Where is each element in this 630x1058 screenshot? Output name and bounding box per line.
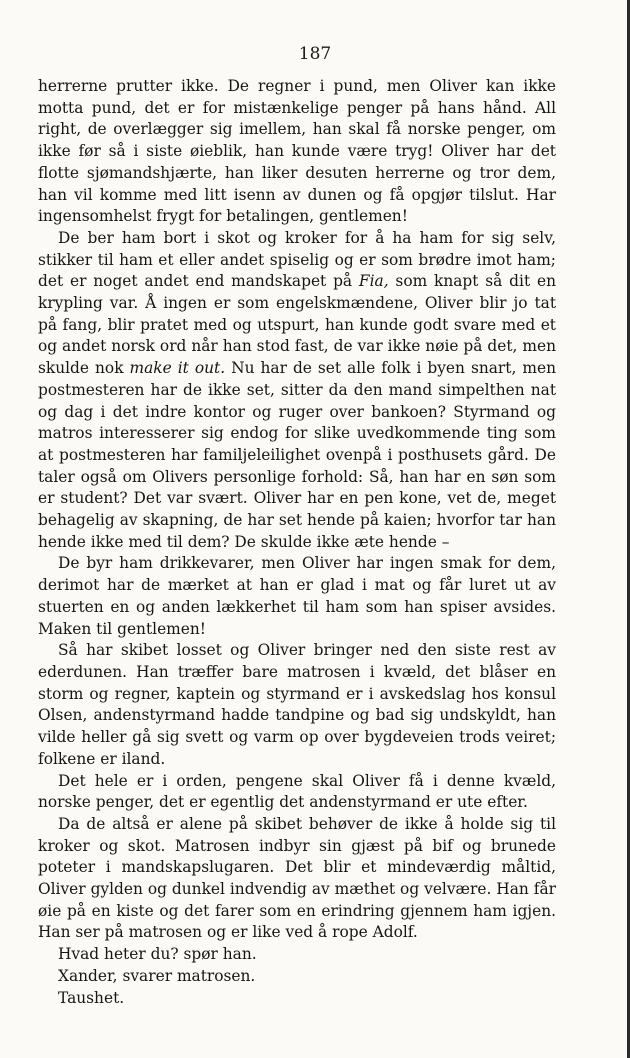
paragraph: herrerne prutter ikke. De regner i pund, men Oliver kan ikke motta pund, det er for mistænkelige penger på hans hånd. All right, de overlægger sig imellem, han skal få norske penger, om ikke før så i siste øieblik, han kunde være tryg! Oliver har det flotte sjømandshjærte, han liker desuten herrerne og tror dem, han vil komme med litt isenn av dunen og få opgjør tilslut. Har ingensomhelst frygt for betalingen, gentlemen! xyxy=(38,77,556,226)
paragraph: Det hele er i orden, pengene skal Oliver få i denne kvæld, norske penger, det er egentlig det andenstyrmand er ute efter. xyxy=(38,771,556,812)
paragraph-text: som knapt så dit en krypling var. Å ingen er som engelskmændene, Oliver blir jo tat på fang, blir pratet med og utspurt, han kunde godt svare med et og andet norsk ord når han stod fast, de var ikke nøie på det, men skulde nok xyxy=(38,272,556,378)
paragraph xyxy=(38,228,556,554)
dialogue-line: Taushet. xyxy=(58,988,125,1007)
page-number: 187 xyxy=(298,44,332,64)
dialogue-line: Hvad heter du? spør han. xyxy=(58,945,257,964)
paragraph: Så har skibet losset og Oliver bringer ned den siste rest av ederdunen. Han træffer bare matrosen i kvæld, det blåser en storm og regner, kaptein og styrmand er i avskedslag hos konsul Olsen, andenstyrmand hadde tandpine og bad sig undskyldt, han vilde heller gå sig svett og varm op over bygdeveien trods veiret; folkene er iland. xyxy=(38,641,556,768)
body-text xyxy=(38,76,556,1009)
paragraph: De byr ham drikkevarer, men Oliver har ingen smak for dem, derimot har de mærket at han er glad i mat og får luret ut av stuerten en og anden lækkerhet til ham som han spiser avsides. Maken til gentlemen! xyxy=(38,554,556,638)
paragraph-text: Nu har de set alle folk i byen snart, men postmesteren har de ikke set, sitter da den mand simpelthen nat og dag i det indre kontor og ruger over bankoen? Styrmand og matros interesserer sig endog for slike uvedkommende ting som at postmesteren har familjeleilighet ovenpå i posthusets gård. De taler også om Olivers personlige forhold: Så, han har en søn som er student? Det var svært. Oliver har en pen kone, vet de, meget behagelig av skapning, de har set hende på kaien; hvorfor tar han hende ikke med til dem? De skulde ikke æte hende – xyxy=(38,359,556,551)
emphasis-english-phrase: make it out. xyxy=(129,359,226,378)
paragraph: Da de altså er alene på skibet behøver de ikke å holde sig til kroker og skot. Matrosen indbyr sin gjæst på bif og brunede poteter i mandskapslugaren. Det blir et mindeværdig måltid, Oliver gylden og dunkel indvendig av mæthet og velvære. Han får øie på en kiste og det farer som en erindring gjennem ham igjen. Han ser på matrosen og er like ved å rope Adolf. xyxy=(38,814,556,942)
dialogue-line: Xander, svarer matrosen. xyxy=(58,966,256,985)
paragraph-text: De ber ham bort i skot og kroker for å ha ham for sig selv, stikker til ham et eller andet spiselig og er som brødre imot ham; det er noget andet end mandskapet på xyxy=(38,228,556,291)
emphasis-ship-name: Fia, xyxy=(358,272,389,291)
